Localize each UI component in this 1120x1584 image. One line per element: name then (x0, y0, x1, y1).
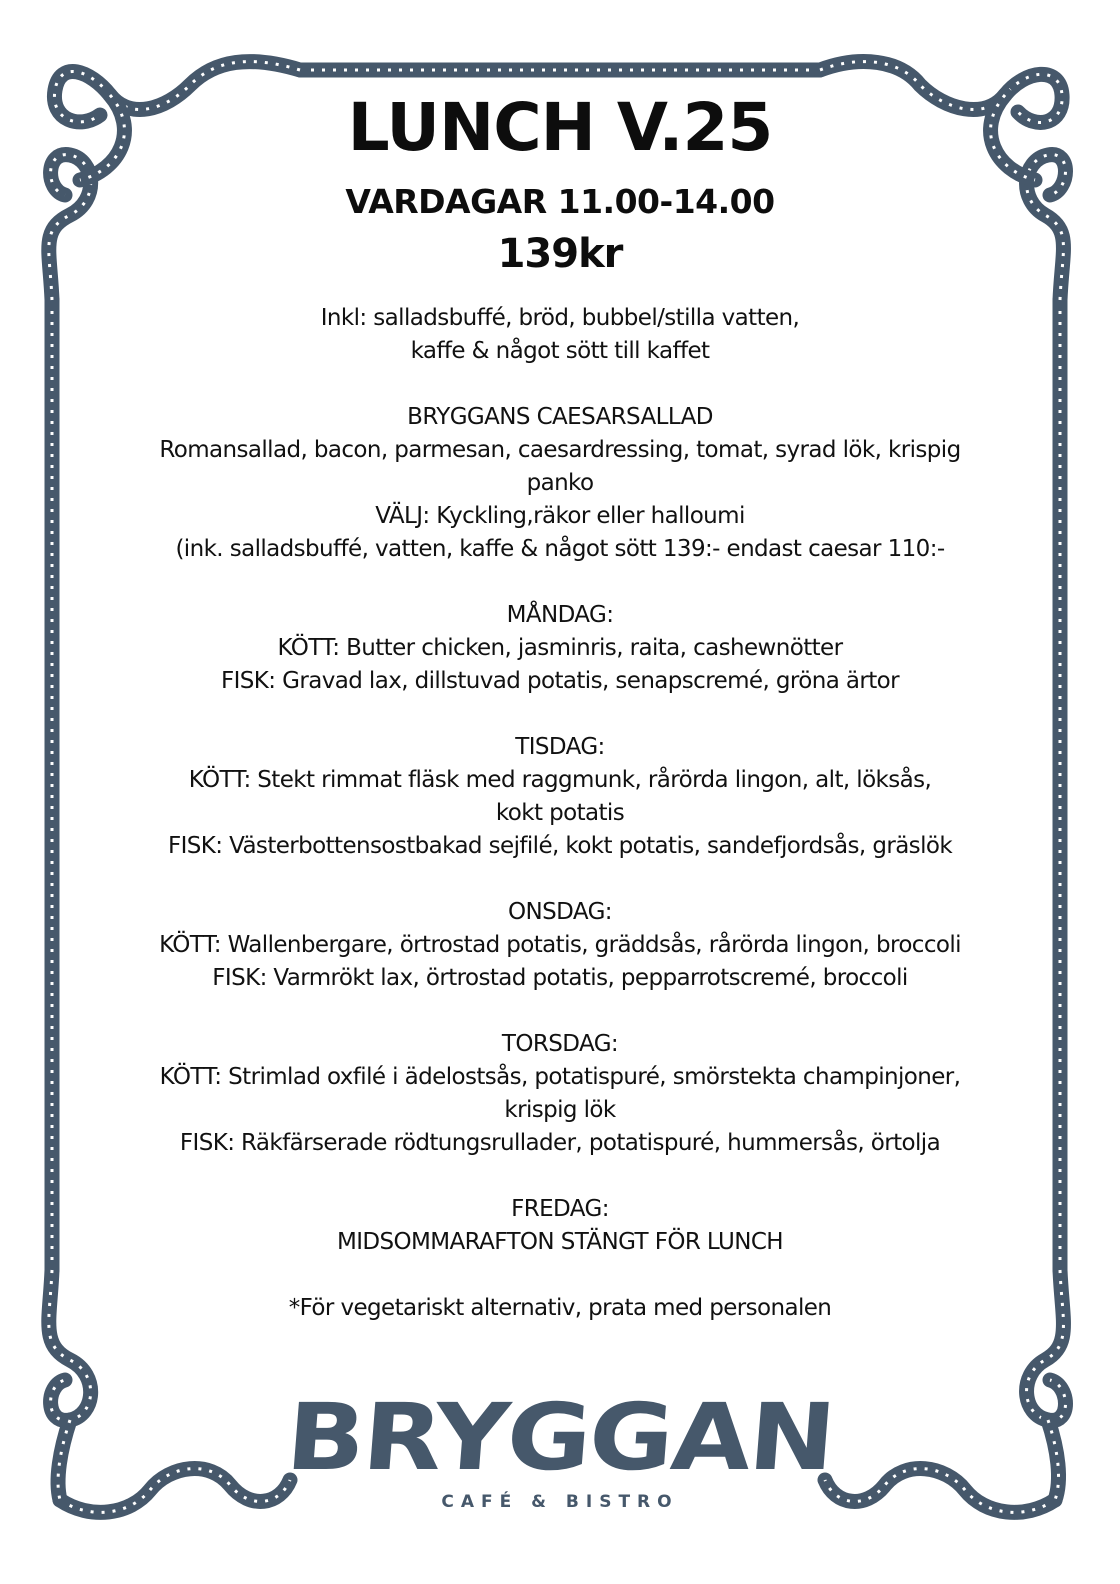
bryggan-logo (0, 1384, 1120, 1512)
menu-dish: KÖTT: Strimlad oxfilé i ädelostsås, potatispuré, smörstekta champinjoner, (159, 1064, 961, 1090)
menu-body (120, 302, 1000, 1325)
day-heading-thursday: TORSDAG: (501, 1031, 619, 1057)
menu-dish: FISK: Räkfärserade rödtungsrullader, potatispuré, hummersås, örtolja (179, 1130, 941, 1156)
vegetarian-footnote: *För vegetariskt alternativ, prata med personalen (288, 1295, 832, 1321)
caesar-line: VÄLJ: Kyckling,räkor eller halloumi (375, 503, 745, 529)
lunch-price: 139kr (497, 231, 623, 277)
day-heading-tuesday: TISDAG: (515, 734, 605, 760)
opening-hours: VARDAGAR 11.00-14.00 (345, 182, 775, 221)
caesar-line: panko (526, 470, 594, 496)
day-heading-monday: MÅNDAG: (506, 602, 614, 628)
page-title: LUNCH V.25 (347, 89, 773, 166)
day-heading-friday: FREDAG: (511, 1196, 609, 1222)
menu-dish: FISK: Gravad lax, dillstuvad potatis, senapscremé, gröna ärtor (220, 668, 900, 694)
menu-dish: KÖTT: Stekt rimmat fläsk med raggmunk, rårörda lingon, alt, löksås, (188, 767, 932, 793)
caesar-line: Romansallad, bacon, parmesan, caesardressing, tomat, syrad lök, krispig (159, 437, 961, 463)
caesar-line: (ink. salladsbuffé, vatten, kaffe & något sött 139:- endast caesar 110:- (175, 536, 945, 562)
menu-dish: MIDSOMMARAFTON STÄNGT FÖR LUNCH (337, 1229, 783, 1255)
menu-dish: FISK: Varmrökt lax, örtrostad potatis, pepparrotscremé, broccoli (212, 965, 908, 991)
menu-dish: krispig lök (504, 1097, 616, 1123)
logo-wordmark: BRYGGAN (282, 1384, 838, 1491)
menu-dish: kokt potatis (495, 800, 625, 826)
day-heading-wednesday: ONSDAG: (508, 899, 612, 925)
menu-dish: FISK: Västerbottensostbakad sejfilé, kokt potatis, sandefjordsås, gräslök (167, 833, 953, 859)
menu-dish: KÖTT: Wallenbergare, örtrostad potatis, gräddsås, rårörda lingon, broccoli (159, 932, 961, 958)
includes-line: kaffe & något sött till kaffet (410, 338, 710, 364)
includes-line: Inkl: salladsbuffé, bröd, bubbel/stilla vatten, (320, 305, 800, 331)
logo-tagline: CAFÉ & BISTRO (441, 1492, 679, 1512)
caesar-heading: BRYGGANS CAESARSALLAD (407, 404, 713, 430)
menu-dish: KÖTT: Butter chicken, jasminris, raita, cashewnötter (277, 635, 843, 661)
